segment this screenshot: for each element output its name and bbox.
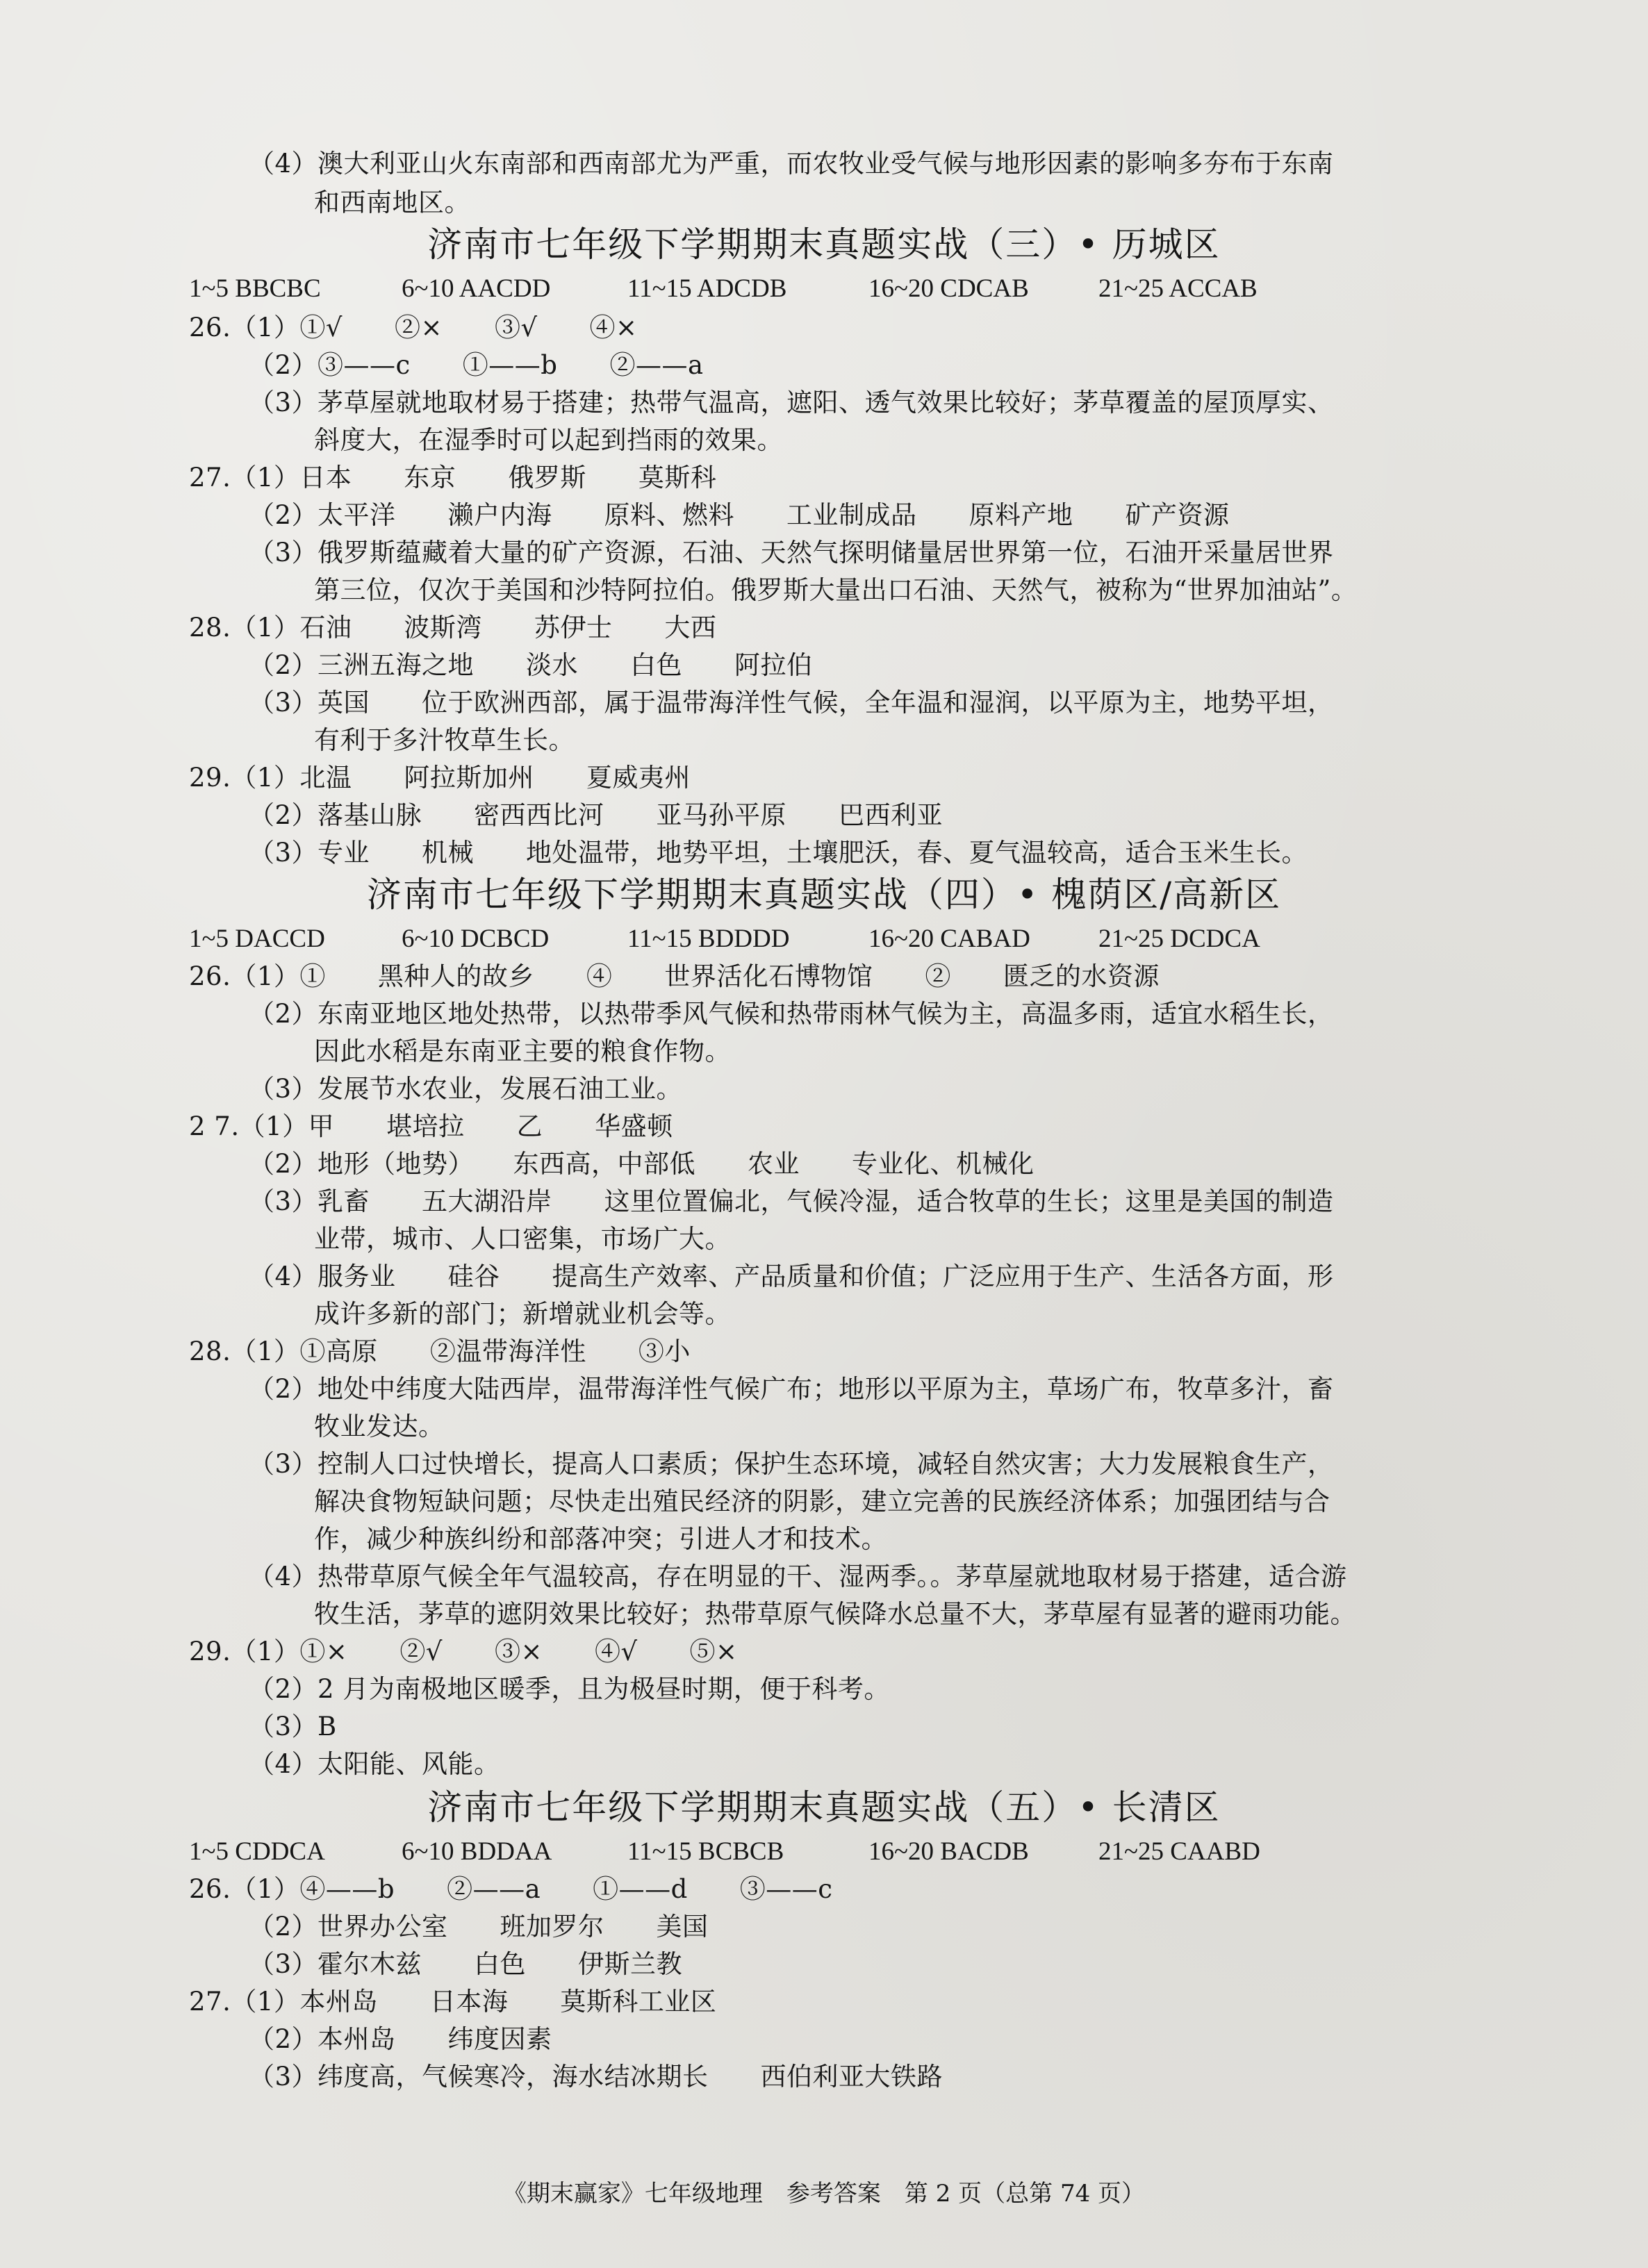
text-line: 29.（1）①× ②√ ③× ④√ ⑤× [189, 1637, 738, 1666]
text-line: （2）太平洋 濑户内海 原料、燃料 工业制成品 原料产地 矿产资源 [249, 500, 1230, 530]
text-line: 第三位，仅次于美国和沙特阿拉伯。俄罗斯大量出口石油、天然气，被称为“世界加油站”。 [314, 575, 1358, 605]
text-line: （3）专业 机械 地处温带，地势平坦，土壤肥沃，春、夏气温较高，适合玉米生长。 [249, 838, 1308, 868]
text-line: （4）太阳能、风能。 [249, 1749, 500, 1779]
text-line: 2 7.（1）甲 堪培拉 乙 华盛顿 [189, 1111, 673, 1141]
mc-answer: 16~20 BACDB [868, 1837, 1029, 1866]
text-line: 28.（1）①高原 ②温带海洋性 ③小 [189, 1336, 691, 1366]
text-line: （3）茅草屋就地取材易于搭建；热带气温高，遮阳、透气效果比较好；茅草覆盖的屋顶厚实、 [249, 388, 1334, 417]
page-footer: 《期末赢家》七年级地理 参考答案 第 2 页（总第 74 页） [502, 2180, 1146, 2208]
text-line: （2）本州岛 纬度因素 [249, 2024, 552, 2054]
text-line: （2）③——c ①——b ②——a [249, 350, 704, 380]
mc-answer: 1~5 DACCD [189, 925, 325, 953]
text-line: 有利于多汁牧草生长。 [314, 725, 575, 755]
text-line: （4）澳大利亚山火东南部和西南部尤为严重，而农牧业受气候与地形因素的影响多夯布于东南 [249, 149, 1334, 179]
text-line: （2）世界办公室 班加罗尔 美国 [249, 1912, 709, 1942]
mc-answer: 21~25 DCDCA [1098, 925, 1260, 953]
section-title: 济南市七年级下学期期末真题实战（四）• 槐荫区/高新区 [366, 875, 1282, 915]
text-line: （3）发展节水农业，发展石油工业。 [249, 1074, 683, 1104]
text-line: （2）三洲五海之地 淡水 白色 阿拉伯 [249, 650, 813, 680]
text-line: （2）落基山脉 密西西比河 亚马孙平原 巴西利亚 [249, 800, 944, 830]
text-line: （3）英国 位于欧洲西部，属于温带海洋性气候，全年温和湿润，以平原为主，地势平坦， [249, 688, 1334, 718]
mc-answer: 6~10 DCBCD [402, 925, 550, 953]
mc-answer: 1~5 CDDCA [189, 1837, 325, 1866]
text-line: （3）霍尔木兹 白色 伊斯兰教 [249, 1949, 683, 1979]
text-line: （2）地处中纬度大陆西岸，温带海洋性气候广布；地形以平原为主，草场广布，牧草多汁，畜 [249, 1374, 1334, 1404]
mc-answer: 11~15 BCBCB [627, 1837, 784, 1866]
text-line: 和西南地区。 [314, 188, 470, 217]
text-line: （4）服务业 硅谷 提高生产效率、产品质量和价值；广泛应用于生产、生活各方面，形 [249, 1261, 1334, 1291]
text-line: 业带，城市、人口密集，市场广大。 [314, 1224, 731, 1254]
text-line: 斜度大，在湿季时可以起到挡雨的效果。 [314, 425, 783, 455]
mc-answer: 21~25 CAABD [1098, 1837, 1260, 1866]
text-line: （2）2 月为南极地区暖季，且为极昼时期，便于科考。 [249, 1674, 890, 1704]
mc-answer: 1~5 BBCBC [189, 274, 321, 303]
mc-answer: 6~10 AACDD [402, 274, 551, 303]
mc-answer: 16~20 CDCAB [868, 274, 1029, 303]
text-line: 26.（1）④——b ②——a ①——d ③——c [189, 1874, 833, 1904]
text-line: 27.（1）本州岛 日本海 莫斯科工业区 [189, 1987, 717, 2017]
section-title: 济南市七年级下学期期末真题实战（五）• 长清区 [427, 1787, 1221, 1828]
text-line: 26.（1）①√ ②× ③√ ④× [189, 313, 638, 342]
text-line: （3）控制人口过快增长，提高人口素质；保护生态环境，减轻自然灾害；大力发展粮食生产， [249, 1449, 1334, 1479]
text-line: （3）俄罗斯蕴藏着大量的矿产资源，石油、天然气探明储量居世界第一位，石油开采量居世界 [249, 538, 1334, 568]
mc-answer: 16~20 CABAD [868, 925, 1030, 953]
text-line: （2）东南亚地区地处热带，以热带季风气候和热带雨林气候为主，高温多雨，适宜水稻生长， [249, 999, 1334, 1029]
text-line: 27.（1）日本 东京 俄罗斯 莫斯科 [189, 463, 717, 492]
text-line: 28.（1）石油 波斯湾 苏伊士 大西 [189, 613, 717, 643]
text-line: （4）热带草原气候全年气温较高，存在明显的干、湿两季。。茅草屋就地取材易于搭建，适合游 [249, 1562, 1347, 1591]
text-line: 作，减少种族纠纷和部落冲突；引进人才和技术。 [314, 1524, 887, 1554]
mc-answer: 21~25 ACCAB [1098, 274, 1258, 303]
text-line: 成许多新的部门；新增就业机会等。 [314, 1299, 731, 1329]
section-title: 济南市七年级下学期期末真题实战（三）• 历城区 [427, 224, 1221, 265]
text-line: 26.（1）① 黑种人的故乡 ④ 世界活化石博物馆 ② 匮乏的水资源 [189, 961, 1160, 991]
text-line: 29.（1）北温 阿拉斯加州 夏威夷州 [189, 763, 691, 793]
text-line: （3）纬度高，气候寒冷，海水结冰期长 西伯利亚大铁路 [249, 2062, 944, 2092]
text-line: 牧业发达。 [314, 1412, 445, 1441]
text-line: （3）B [249, 1712, 337, 1741]
text-line: 因此水稻是东南亚主要的粮食作物。 [314, 1036, 731, 1066]
text-line: （3）乳畜 五大湖沿岸 这里位置偏北，气候冷湿，适合牧草的生长；这里是美国的制造 [249, 1186, 1334, 1216]
text-line: （2）地形（地势） 东西高，中部低 农业 专业化、机械化 [249, 1149, 1035, 1179]
mc-answer: 11~15 ADCDB [627, 274, 787, 303]
text-line: 解决食物短缺问题；尽快走出殖民经济的阴影，建立完善的民族经济体系；加强团结与合 [314, 1487, 1330, 1516]
text-line: 牧生活，茅草的遮阴效果比较好；热带草原气候降水总量不大，茅草屋有显著的避雨功能。 [314, 1599, 1356, 1629]
mc-answer: 11~15 BDDDD [627, 925, 790, 953]
mc-answer: 6~10 BDDAA [402, 1837, 552, 1866]
